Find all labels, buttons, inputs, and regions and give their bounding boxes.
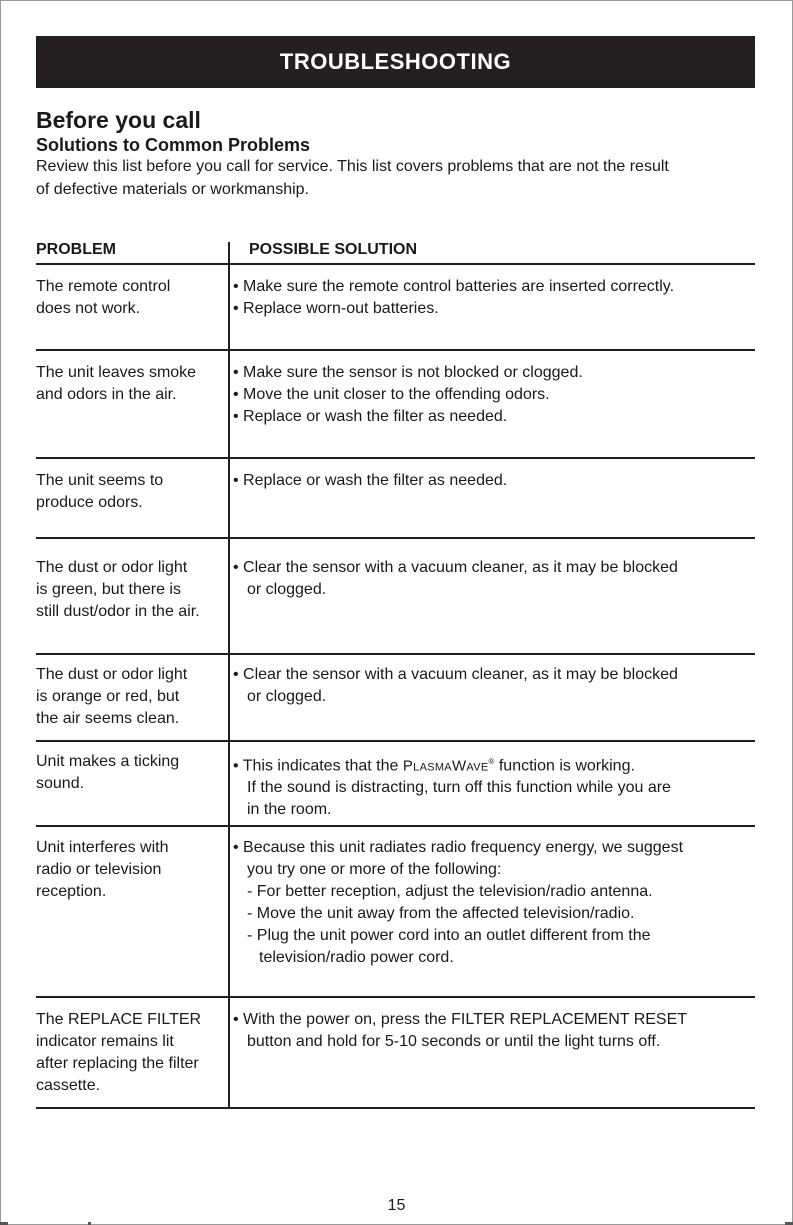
solution-cell [233,276,753,320]
problem-cell [36,276,224,320]
problem-line: reception. [36,883,107,900]
solution-line: in the room. [247,801,332,819]
solution-line: • Clear the sensor with a vacuum cleaner, as it may be blocked [233,666,678,683]
problem-cell [36,837,224,903]
problem-line: after replacing the filter [36,1055,199,1072]
intro-paragraph [36,155,761,201]
column-divider [228,242,230,1109]
problem-cell [36,751,224,795]
problem-line: and odors in the air. [36,386,177,403]
solution-line: - For better reception, adjust the television/radio antenna. [247,883,653,900]
solution-line: - Plug the unit power cord into an outlet different from the [247,927,651,944]
solution-text: function is working. [494,757,635,775]
solution-line: • Replace or wash the filter as needed. [233,408,508,425]
problem-line: indicator remains lit [36,1033,174,1050]
problem-line: The dust or odor light [36,666,188,683]
solution-line: • Replace or wash the filter as needed. [233,472,508,489]
solution-line-brand [233,751,753,777]
solution-line: • Make sure the sensor is not blocked or clogged. [233,364,583,381]
section-subheading: Solutions to Common Problems [36,135,311,155]
column-header-solution: POSSIBLE SOLUTION [249,241,418,258]
problem-cell [36,664,224,730]
row-divider [36,349,755,351]
column-header-problem: PROBLEM [36,241,116,258]
problem-line: produce odors. [36,494,143,511]
solution-line: or clogged. [247,688,327,705]
solution-cell [233,751,753,821]
solution-cell [233,664,753,708]
problem-line: Unit interferes with [36,839,169,856]
registered-mark: ® [488,757,495,766]
problem-cell [36,470,224,514]
solution-line: If the sound is distracting, turn off this function while you are [247,779,671,797]
row-divider [36,825,755,827]
solution-line: or clogged. [247,581,327,598]
solution-text: • This indicates that the [233,757,403,775]
page-number: 15 [387,1197,406,1214]
solution-cell [233,1009,753,1053]
row-divider [36,1107,755,1109]
solution-line: • Make sure the remote control batteries are inserted correctly. [233,278,675,295]
solution-line: • Replace worn-out batteries. [233,300,439,317]
row-divider [36,996,755,998]
problem-cell [36,1009,224,1097]
solution-cell [233,837,753,969]
problem-line: is orange or red, but [36,688,180,705]
row-divider [36,653,755,655]
problem-line: cassette. [36,1077,101,1094]
problem-line: does not work. [36,300,141,317]
problem-line: Unit makes a ticking [36,753,180,770]
problem-line: The REPLACE FILTER [36,1011,202,1028]
problem-line: The dust or odor light [36,559,188,576]
solution-line: - Move the unit away from the affected television/radio. [247,905,635,922]
solution-line: • Because this unit radiates radio frequency energy, we suggest [233,839,684,856]
problem-line: the air seems clean. [36,710,180,727]
solution-cell [233,470,753,492]
solution-line: button and hold for 5-10 seconds or until the light turns off. [247,1033,661,1050]
problem-line: The remote control [36,278,171,295]
row-divider [36,537,755,539]
problem-line: still dust/odor in the air. [36,603,200,620]
solution-line: • With the power on, press the FILTER REPLACEMENT RESET [233,1011,688,1028]
solution-line: you try one or more of the following: [247,861,502,878]
problem-cell [36,557,224,623]
page-title-banner: TROUBLESHOOTING [36,36,755,88]
problem-line: is green, but there is [36,581,181,598]
plasmawave-brand: PlasmaWave [402,757,489,775]
problem-line: The unit leaves smoke [36,364,197,381]
solution-line: • Move the unit closer to the offending odors. [233,386,550,403]
solution-line: television/radio power cord. [259,949,454,966]
intro-line: of defective materials or workmanship. [36,181,309,198]
row-divider [36,263,755,265]
intro-line: Review this list before you call for service. This list covers problems that are not the result [36,158,669,175]
problem-line: The unit seems to [36,472,164,489]
row-divider [36,457,755,459]
solution-cell [233,362,753,428]
solution-line: • Clear the sensor with a vacuum cleaner, as it may be blocked [233,559,678,576]
row-divider [36,740,755,742]
solution-cell [233,557,753,601]
problem-cell [36,362,224,406]
problem-line: sound. [36,775,85,792]
problem-line: radio or television [36,861,162,878]
section-heading: Before you call [36,107,201,133]
